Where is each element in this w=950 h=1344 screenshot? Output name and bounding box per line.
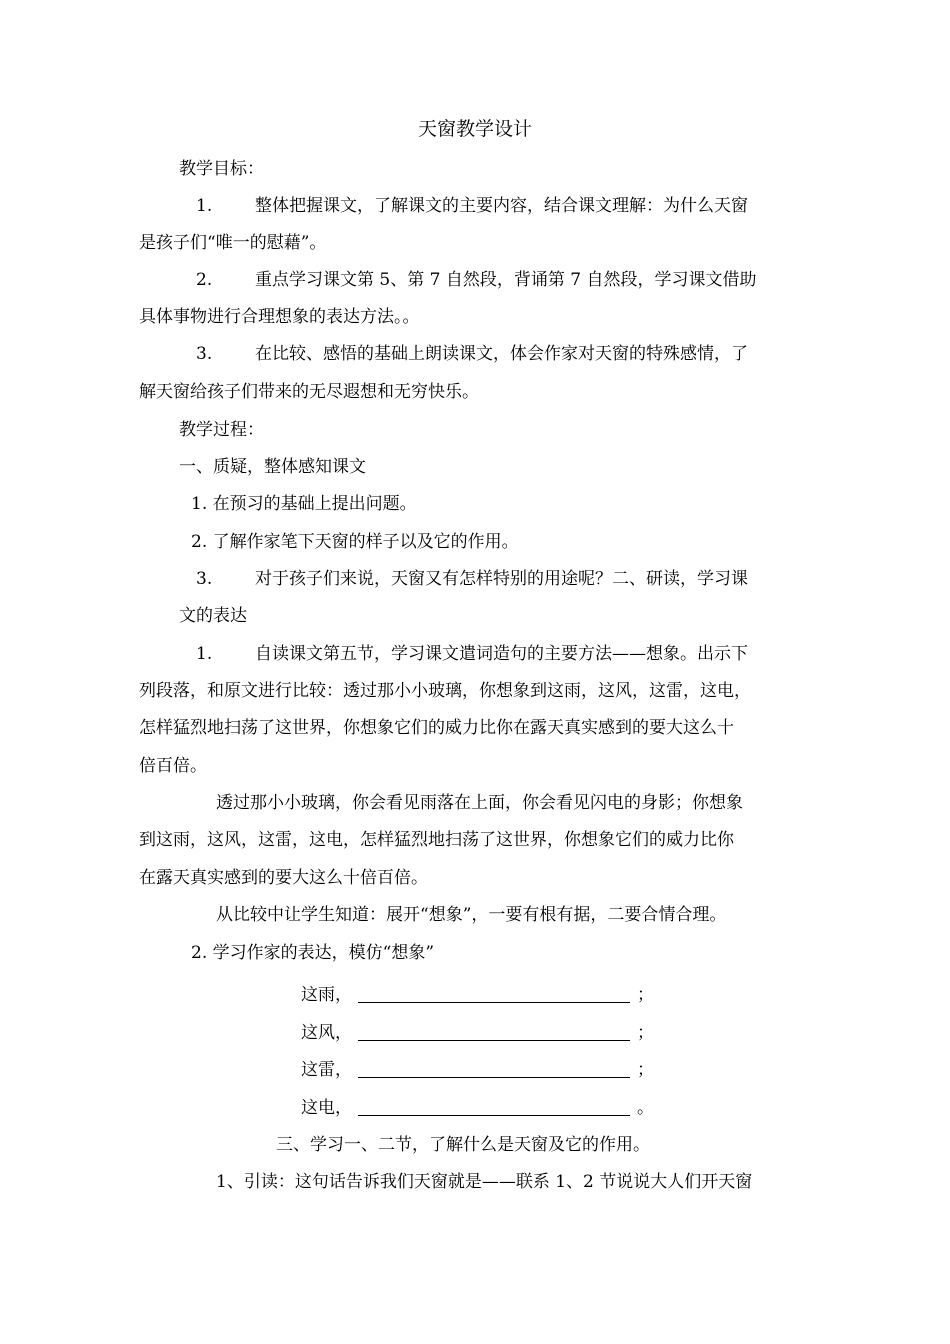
page-title: 天窗教学设计 bbox=[417, 118, 532, 140]
section-2-p3: 从比较中让学生知道：展开“想象”，一要有根有据，二要合情合理。 bbox=[216, 905, 727, 925]
fill-end-wind: ； bbox=[637, 1023, 654, 1043]
objective-2-line-1: 重点学习课文第 5、第 7 自然段，背诵第 7 自然段，学习课文借助 bbox=[255, 270, 757, 290]
section-2-p1-line-2: 列段落，和原文进行比较：透过那小小玻璃，你想象到这雨，这风，这雷，这电， bbox=[139, 681, 751, 701]
fill-blank-thunder[interactable] bbox=[358, 1077, 630, 1078]
fill-end-rain: ； bbox=[637, 985, 654, 1005]
section-2-p1-line-4: 倍百倍。 bbox=[139, 756, 207, 776]
fill-blank-wind[interactable] bbox=[358, 1040, 630, 1041]
objective-1-number: 1. bbox=[196, 196, 213, 216]
objective-2-number: 2. bbox=[196, 270, 213, 290]
fill-end-thunder: ； bbox=[637, 1060, 654, 1080]
section-2-p1-line-1: 自读课文第五节，学习课文遣词造句的主要方法——想象。出示下 bbox=[255, 644, 748, 664]
section-1-item-3-line-2: 文的表达 bbox=[179, 606, 247, 626]
objective-2-line-2: 具体事物进行合理想象的表达方法。。 bbox=[139, 307, 420, 327]
objective-3-line-2: 解天窗给孩子们带来的无尽遐想和无穷快乐。 bbox=[139, 382, 479, 402]
section-1-item-3-line-1: 对于孩子们来说，天窗又有怎样特别的用途呢？二、研读，学习课 bbox=[255, 569, 748, 589]
section-2-p1-line-3: 怎样猛烈地扫荡了这世界，你想象它们的威力比你在露天真实感到的要大这么十 bbox=[139, 718, 734, 738]
objective-1-line-2: 是孩子们“唯一的慰藉”。 bbox=[139, 233, 327, 253]
fill-label-wind: 这风， bbox=[301, 1023, 352, 1043]
fill-blank-lightning[interactable] bbox=[358, 1115, 630, 1116]
section-2-p2-line-3: 在露天真实感到的要大这么十倍百倍。 bbox=[139, 868, 428, 888]
objective-1-line-1: 整体把握课文，了解课文的主要内容，结合课文理解：为什么天窗 bbox=[255, 196, 748, 216]
section-3-item-1: 1、引读：这句话告诉我们天窗就是——联系 1、2 节说说大人们开天窗 bbox=[216, 1172, 753, 1192]
process-heading: 教学过程： bbox=[179, 420, 264, 440]
section-2-item-2: 2. 学习作家的表达，模仿“想象” bbox=[191, 943, 435, 963]
section-1-item-3-number: 3. bbox=[196, 569, 213, 589]
section-1-item-2: 2. 了解作家笔下天窗的样子以及它的作用。 bbox=[191, 532, 519, 552]
fill-label-rain: 这雨， bbox=[301, 985, 352, 1005]
fill-end-lightning: 。 bbox=[637, 1098, 654, 1118]
section-3-heading: 三、学习一、二节，了解什么是天窗及它的作用。 bbox=[276, 1135, 650, 1155]
section-2-p2-line-2: 到这雨，这风，这雷，这电，怎样猛烈地扫荡了这世界，你想象它们的威力比你 bbox=[139, 830, 734, 850]
fill-blank-rain[interactable] bbox=[358, 1002, 630, 1003]
objective-3-line-1: 在比较、感悟的基础上朗读课文，体会作家对天窗的特殊感情，了 bbox=[255, 344, 748, 364]
fill-label-lightning: 这电， bbox=[301, 1098, 352, 1118]
objectives-heading: 教学目标： bbox=[179, 159, 264, 179]
section-2-p1-number: 1. bbox=[196, 644, 213, 664]
fill-label-thunder: 这雷， bbox=[301, 1060, 352, 1080]
objective-3-number: 3. bbox=[196, 344, 213, 364]
section-2-p2-line-1: 透过那小小玻璃，你会看见雨落在上面，你会看见闪电的身影；你想象 bbox=[216, 793, 743, 813]
section-1-item-1: 1. 在预习的基础上提出问题。 bbox=[191, 494, 417, 514]
section-1-heading: 一、质疑，整体感知课文 bbox=[179, 457, 366, 477]
